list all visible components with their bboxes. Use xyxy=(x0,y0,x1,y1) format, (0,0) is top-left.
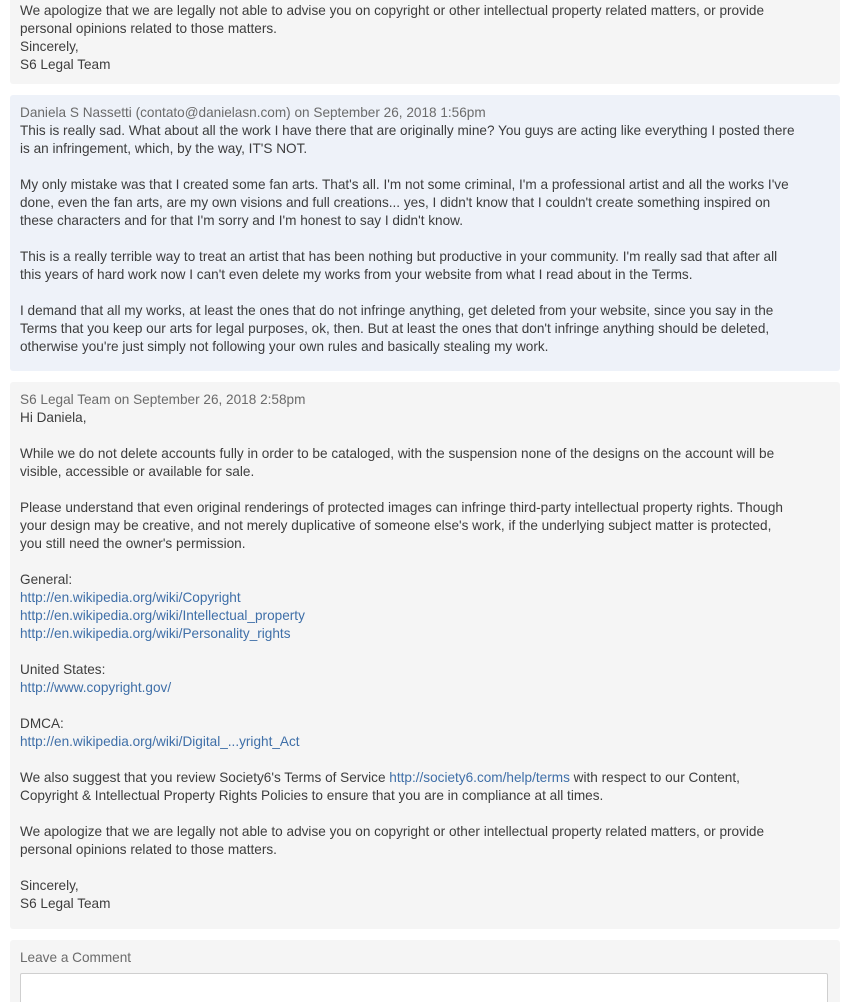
comment-textarea[interactable] xyxy=(20,973,828,1002)
paragraph-gap xyxy=(20,230,830,248)
link-row xyxy=(20,589,830,607)
comment-text-line: My only mistake was that I created some fan arts. That's all. I'm not some criminal, I'm a professional artist and all the works I've xyxy=(20,177,789,192)
reply-text-line: your design may be creative, and not merely duplicative of someone else's work, if the underlying subject matter is protected, xyxy=(20,518,772,533)
comment-byline: S6 Legal Team on September 26, 2018 2:58pm xyxy=(20,392,306,407)
previous-reply-line: Sincerely, xyxy=(20,39,79,54)
paragraph-gap xyxy=(20,859,830,877)
comment-text-line: This is really sad. What about all the work I have there that are originally mine? You guys are acting like everything I posted there xyxy=(20,123,795,138)
previous-reply-line: personal opinions related to those matters. xyxy=(20,21,277,36)
link-row xyxy=(20,607,830,625)
reply-text-line: We apologize that we are legally not able to advise you on copyright or other intellectual property related matters, or provide xyxy=(20,824,765,839)
paragraph-gap xyxy=(20,643,830,661)
reply-signature: S6 Legal Team xyxy=(20,896,111,911)
legal-reply-card-previous xyxy=(10,0,840,84)
reply-text-line: Please understand that even original renderings of protected images can infringe third-party intellectual property rights. Though xyxy=(20,500,783,515)
comment-text-line: Terms that you keep our arts for legal purposes, ok, then. But at least the ones that don't infringe anything should be deleted, xyxy=(20,321,770,336)
general-label: General: xyxy=(20,572,73,587)
paragraph-gap xyxy=(20,158,830,176)
paragraph-gap xyxy=(20,553,830,571)
paragraph-gap xyxy=(20,284,830,302)
reply-text-line: personal opinions related to those matters. xyxy=(20,842,277,857)
reply-text-line: Copyright & Intellectual Property Rights Policies to ensure that you are in compliance at all times. xyxy=(20,788,604,803)
tos-text-after: with respect to our Content, xyxy=(569,770,740,785)
paragraph-gap xyxy=(20,481,830,499)
reply-greeting: Hi Daniela, xyxy=(20,410,87,425)
paragraph-gap xyxy=(20,697,830,715)
comment-byline: Daniela S Nassetti (contato@danielasn.com) on September 26, 2018 1:56pm xyxy=(20,105,486,120)
paragraph-gap xyxy=(20,427,830,445)
link-row xyxy=(20,733,830,751)
paragraph-gap xyxy=(20,805,830,823)
comment-text-line: otherwise you're just simply not following your own rules and basically stealing my work. xyxy=(20,339,549,354)
united-states-label: United States: xyxy=(20,662,106,677)
personality-rights-wiki-link[interactable]: http://en.wikipedia.org/wiki/Personality_rights xyxy=(20,626,291,641)
paragraph-gap xyxy=(20,751,830,769)
dmca-wiki-link[interactable]: http://en.wikipedia.org/wiki/Digital_...yright_Act xyxy=(20,734,300,749)
leave-comment-label: Leave a Comment xyxy=(20,950,132,965)
reply-text-line: While we do not delete accounts fully in order to be cataloged, with the suspension none of the designs on the account will be xyxy=(20,446,775,461)
comment-text-line: is an infringement, which, by the way, IT'S NOT. xyxy=(20,141,308,156)
leave-comment-card xyxy=(10,940,840,1002)
comment-text-line: this years of hard work now I can't even delete my works from your website from what I read about in the Terms. xyxy=(20,267,693,282)
reply-sign-off: Sincerely, xyxy=(20,878,79,893)
comment-text-line: these characters and for that I'm sorry and I'm honest to say I didn't know. xyxy=(20,213,464,228)
link-row xyxy=(20,679,830,697)
comment-text-line: I demand that all my works, at least the ones that do not infringe anything, get deleted from your website, since you say in the xyxy=(20,303,774,318)
copyright-gov-link[interactable]: http://www.copyright.gov/ xyxy=(20,680,172,695)
copyright-wiki-link[interactable]: http://en.wikipedia.org/wiki/Copyright xyxy=(20,590,241,605)
previous-reply-content xyxy=(20,2,764,74)
comment-text-line: This is a really terrible way to treat an artist that has been nothing but productive in your community. I'm really sad that after all xyxy=(20,249,778,264)
terms-of-service-link[interactable]: http://society6.com/help/terms xyxy=(389,770,570,785)
dmca-label: DMCA: xyxy=(20,716,64,731)
previous-reply-line: We apologize that we are legally not able to advise you on copyright or other intellectual property related matters, or provide xyxy=(20,3,765,18)
previous-reply-signature: S6 Legal Team xyxy=(20,57,111,72)
intellectual-property-wiki-link[interactable]: http://en.wikipedia.org/wiki/Intellectual_property xyxy=(20,608,305,623)
reply-text-line: you still need the owner's permission. xyxy=(20,536,246,551)
terms-of-service-line xyxy=(20,769,830,787)
comment-text-line: done, even the fan arts, are my own visions and full creations... yes, I didn't know that I couldn't create something inspired on xyxy=(20,195,771,210)
legal-reply-body xyxy=(20,382,830,913)
tos-text-before: We also suggest that you review Society6's Terms of Service xyxy=(20,770,390,785)
legal-reply-card xyxy=(10,382,840,929)
user-comment-body xyxy=(20,95,830,356)
link-row xyxy=(20,625,830,643)
reply-text-line: visible, accessible or available for sale. xyxy=(20,464,255,479)
user-comment-card xyxy=(10,95,840,371)
